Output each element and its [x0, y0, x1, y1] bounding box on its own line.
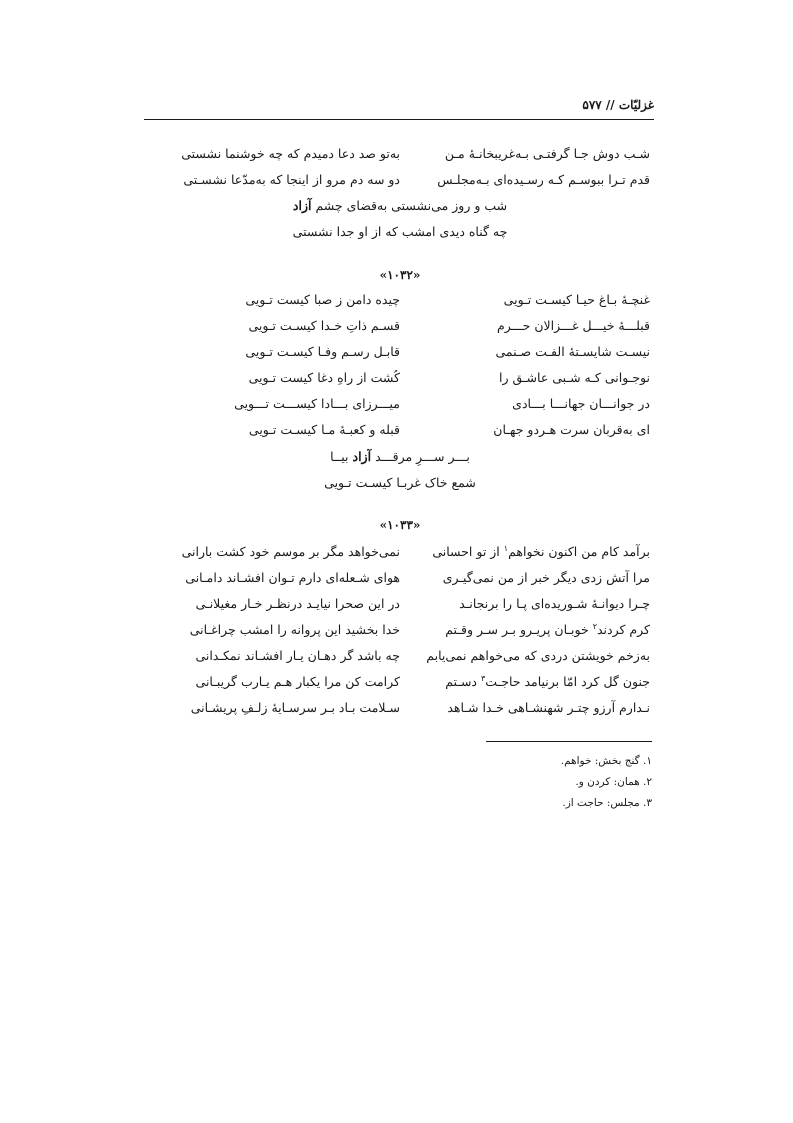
final-line-1-end: بیــا: [330, 449, 349, 464]
hemistich-first: [410, 596, 650, 611]
hemistich-second: میـــرزای بـــادا کیســـت تـــویی: [234, 396, 400, 411]
hemistich-second: نمی‌خواهد مگر بر موسم خود کشت بارانی: [181, 544, 400, 559]
hemistich-text: چـرا دیوانـهٔ شـوریده‌ای پـا را برنجانـد: [459, 596, 650, 611]
couplet: [150, 544, 650, 570]
final-line-1: [150, 449, 650, 475]
hemistich-second: به‌تو صد دعا دمیدم که چه خوشنما نشستی: [181, 146, 400, 161]
hemistich-text: جنون گل کرد امّا برنیامد حاجـت: [485, 674, 650, 689]
footnote-marker: ۳: [480, 674, 486, 683]
hemistich-second: سـلامت بـاد بـر سرسـایهٔ زلـفِ پریشـانی: [190, 700, 400, 715]
hemistich-text-end: خوبـان پریـرو بـر سـر وقـتم: [445, 622, 593, 637]
final-line-2: شمع خاک غربـا کیسـت تـویی: [324, 475, 476, 490]
final-line-2: چه گناه دیدی امشب که از او جدا نشستی: [292, 224, 508, 239]
final-line-1-text: بـــر ســـرِ مرقـــد: [375, 449, 470, 464]
hemistich-first: [410, 570, 650, 585]
header-title: غزلیّات // ۵۷۷: [582, 98, 654, 112]
footnote-rule: [486, 741, 652, 742]
couplet: [150, 422, 650, 448]
hemistich-first: قبلـــهٔ خیـــل غـــزالانِ حـــرم: [497, 318, 650, 333]
couplet: [150, 146, 650, 172]
couplet: [150, 396, 650, 422]
couplet: [150, 370, 650, 396]
hemistich-first: ای به‌قربان سرت هـردو جهـان: [493, 422, 650, 437]
final-line-1-text: شب و روز می‌نشستی به‌قضای چشم: [315, 198, 508, 213]
hemistich-first: در جوانـــان جهانـــا بـــادی: [512, 396, 650, 411]
couplet: [150, 700, 650, 726]
footnote-2: ۲. همان: کردن و.: [575, 776, 652, 788]
hemistich-second: قسـم ذاتِ خـدا کیسـت تـویی: [248, 318, 400, 333]
hemistich-text-end: دسـتم: [445, 674, 481, 689]
footnote-1: ۱. گنج بخش: خواهم.: [560, 755, 652, 767]
page-header: [144, 96, 654, 120]
hemistich-first: قدم تـرا ببوسـم کـه رسـیده‌ای بـه‌مجلـس: [437, 172, 650, 187]
hemistich-text: مرا آتش زدی دیگر خبر از من نمی‌گیـری: [442, 570, 650, 585]
poet-name: آزاد: [292, 198, 312, 213]
footnote-marker: ۲: [592, 622, 597, 631]
hemistich-first: غنچـهٔ بـاغ حیـا کیسـت تـویی: [503, 292, 650, 307]
hemistich-second: دو سه دم مرو از اینجا که به‌مدّعا نشسـتی: [183, 172, 400, 187]
hemistich-first: شـب دوش جـا گرفتـی بـه‌غریبخانـهٔ مـن: [444, 146, 650, 161]
hemistich-second: در این صحرا نیایـد درنظـر خـارِ مغیلانـی: [195, 596, 400, 611]
hemistich-second: چیده دامن ز صبا کیست تـویی: [245, 292, 400, 307]
hemistich-text: به‌زخم خویشتن دردی که می‌خواهم نمی‌یابم: [426, 648, 650, 663]
hemistich-second: قبله و کعبـهٔ مـا کیسـت تـویی: [248, 422, 400, 437]
couplet: [150, 648, 650, 674]
poem-number-1033: «۱۰۳۳»: [379, 518, 421, 532]
couplet: [150, 344, 650, 370]
hemistich-second: قابـل رسـم وفـا کیسـت تـویی: [245, 344, 400, 359]
couplet: [150, 318, 650, 344]
poem-number-1032: «۱۰۳۲»: [379, 268, 421, 282]
couplet: [150, 292, 650, 318]
hemistich-first: [410, 544, 650, 559]
couplet: [150, 674, 650, 700]
couplet: [150, 570, 650, 596]
hemistich-text-end: از تو احسانی: [432, 544, 504, 559]
final-line-1: [150, 198, 650, 224]
hemistich-second: کُشت از راهِ دغا کیست تـویی: [248, 370, 400, 385]
hemistich-text: برآمد کام من اکنون نخواهم: [508, 544, 650, 559]
couplet: [150, 622, 650, 648]
hemistich-text: کرم کردند: [596, 622, 650, 637]
final-couplet: [150, 198, 650, 250]
couplet: [150, 596, 650, 622]
hemistich-first: [410, 700, 650, 715]
hemistich-first: نیسـت شایسـتهٔ الفـت صـنمی: [495, 344, 650, 359]
couplet: [150, 172, 650, 198]
final-couplet: [150, 449, 650, 501]
footnote-3: ۳. مجلس: حاجت از.: [562, 797, 652, 809]
hemistich-second: هوای شـعله‌ای دارم تـوان افشـاند دامـانی: [185, 570, 400, 585]
header-rule: [144, 119, 654, 120]
hemistich-text: نـدارم آرزو چتـر شهنشـاهی خـدا شـاهد: [447, 700, 650, 715]
hemistich-first: نوجـوانی کـه شـبی عاشـق را: [498, 370, 650, 385]
hemistich-second: چه باشد گر دهـانِ یـار افشـاند نمکـدانی: [195, 648, 400, 663]
poet-name: آزاد: [352, 449, 372, 464]
footnotes: [561, 755, 652, 818]
hemistich-second: کرامت کن مرا یکبار هـم یـارب گریبـانی: [195, 674, 400, 689]
hemistich-first: [410, 674, 650, 689]
hemistich-first: [410, 648, 650, 663]
footnote-marker: ۱: [503, 544, 509, 553]
hemistich-second: خدا بخشید این پروانه را امشب چراغـانی: [189, 622, 400, 637]
hemistich-first: [410, 622, 650, 637]
